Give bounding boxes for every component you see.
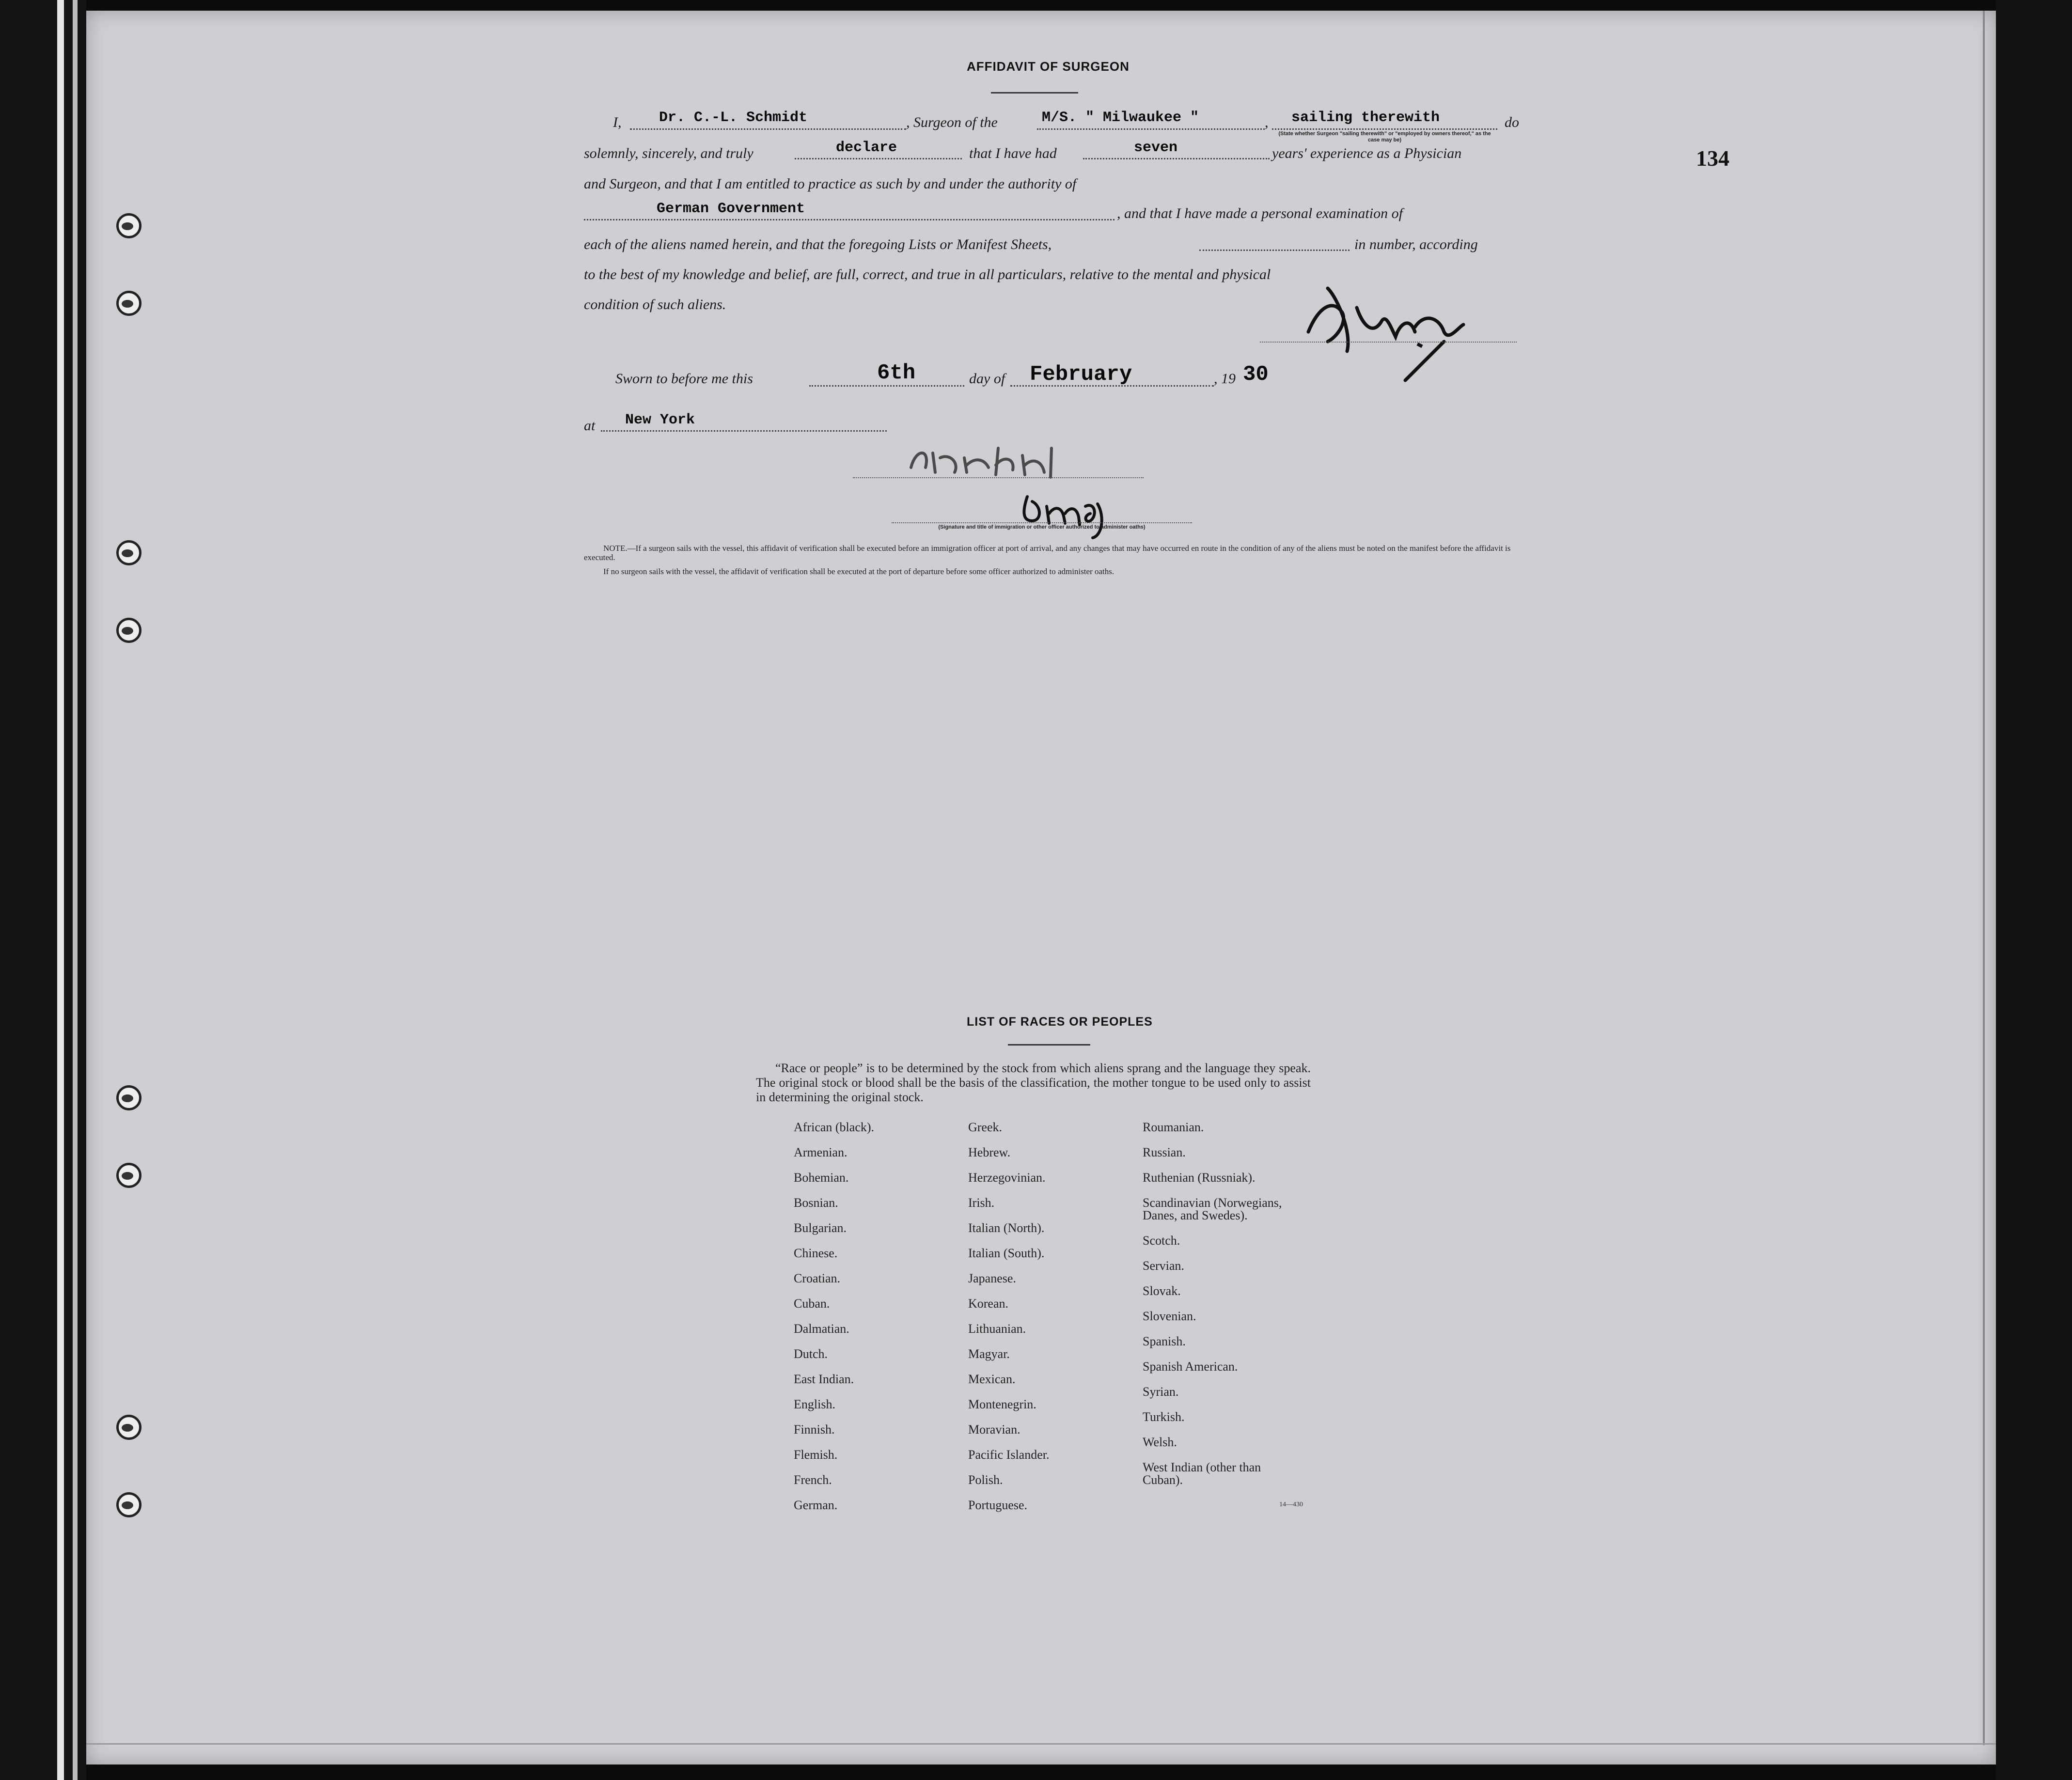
- race-item: Syrian.: [1143, 1385, 1179, 1399]
- race-item: Lithuanian.: [968, 1322, 1026, 1336]
- fill-line-vessel: [1037, 128, 1265, 130]
- fill-line-place: [601, 430, 887, 432]
- text-do: do: [1505, 114, 1519, 130]
- fill-line-authority: [584, 219, 1114, 220]
- page-edge-right: [1996, 0, 2072, 1780]
- race-item: Hebrew.: [968, 1145, 1011, 1159]
- race-item: Spanish American.: [1143, 1359, 1238, 1374]
- text-day-of: day of: [969, 371, 1005, 387]
- races-title: LIST OF RACES OR PEOPLES: [967, 1015, 1153, 1029]
- capacity: sailing therewith: [1291, 109, 1440, 126]
- race-item: Cuban.: [794, 1296, 830, 1311]
- race-item: Italian (South).: [968, 1246, 1045, 1260]
- fill-line-sheets: [1199, 250, 1350, 251]
- race-item: Finnish.: [794, 1422, 835, 1436]
- signature-line-officer-2: [892, 522, 1192, 523]
- years-experience: seven: [1134, 140, 1178, 156]
- race-item: Flemish.: [794, 1448, 838, 1462]
- race-item: Montenegrin.: [968, 1397, 1036, 1411]
- race-item: Welsh.: [1143, 1435, 1177, 1449]
- fill-line-capacity: [1272, 128, 1497, 130]
- race-item: Japanese.: [968, 1271, 1016, 1285]
- text-i: I,: [613, 114, 622, 130]
- race-item: Bulgarian.: [794, 1221, 847, 1235]
- race-item: Korean.: [968, 1296, 1009, 1311]
- text-solemnly: solemnly, sincerely, and truly: [584, 145, 753, 161]
- page-fold-line: [1983, 11, 1985, 1745]
- sworn-place: New York: [625, 412, 695, 428]
- races-column-2: [968, 1121, 1050, 1524]
- race-item: Slovenian.: [1143, 1309, 1196, 1323]
- race-item: Italian (North).: [968, 1221, 1045, 1235]
- text-personal-examination: , and that I have made a personal examination of: [1117, 205, 1403, 221]
- race-item: Russian.: [1143, 1145, 1186, 1159]
- surgeon-name: Dr. C.-L. Schmidt: [659, 109, 808, 126]
- race-item: Scandinavian (Norwegians, Danes, and Swedes).: [1143, 1196, 1282, 1222]
- race-item: Spanish.: [1143, 1334, 1186, 1348]
- authority: German Government: [657, 201, 805, 217]
- race-item: Ruthenian (Russniak).: [1143, 1171, 1256, 1185]
- race-item: East Indian.: [794, 1372, 854, 1386]
- note-no-surgeon: If no surgeon sails with the vessel, the affidavit of verification shall be executed at the port of departure before some officer authorized to administer oaths.: [603, 567, 1114, 576]
- sworn-month: February: [1030, 362, 1132, 387]
- punch-hole: [116, 618, 141, 643]
- punch-hole: [116, 1492, 141, 1517]
- punch-hole: [116, 1085, 141, 1110]
- punch-hole: [116, 540, 141, 565]
- vessel-name: M/S. " Milwaukee ": [1042, 109, 1199, 126]
- punch-hole: [116, 291, 141, 316]
- page-bottom-line: [86, 1743, 1996, 1745]
- signature-line-surgeon: [1260, 342, 1517, 343]
- race-item: French.: [794, 1473, 832, 1487]
- binding-strip: [57, 0, 64, 1780]
- race-item: Scotch.: [1143, 1234, 1180, 1248]
- text-that-i-have-had: that I have had: [969, 145, 1057, 161]
- officer-signature: [1013, 487, 1119, 540]
- fill-line-years: [1083, 158, 1270, 159]
- binding-strip-inner: [73, 0, 78, 1780]
- race-item: Greek.: [968, 1120, 1003, 1134]
- race-item: German.: [794, 1498, 838, 1512]
- text-sworn: Sworn to before me this: [615, 371, 753, 387]
- race-item: Croatian.: [794, 1271, 841, 1285]
- race-item: Polish.: [968, 1473, 1003, 1487]
- race-item: African (black).: [794, 1120, 875, 1134]
- race-item: English.: [794, 1397, 835, 1411]
- punch-hole: [116, 1415, 141, 1440]
- text-in-number: in number, according: [1354, 236, 1478, 252]
- race-item: Moravian.: [968, 1422, 1020, 1436]
- officer-caption: (Signature and title of immigration or other officer authorized to administer oaths): [938, 524, 1146, 530]
- race-item: Bohemian.: [794, 1171, 849, 1185]
- race-item: Irish.: [968, 1196, 995, 1210]
- fill-line-declaration: [795, 158, 962, 159]
- capacity-note: (State whether Surgeon "sailing therewith" or "employed by owners thereof," as the case may be): [1278, 131, 1491, 143]
- declaration: declare: [836, 140, 897, 156]
- race-item: West Indian (other than Cuban).: [1143, 1460, 1261, 1487]
- race-item: Servian.: [1143, 1259, 1184, 1273]
- note-surgeon-sails: NOTE.—If a surgeon sails with the vessel, this affidavit of verification shall be executed before an immigration officer at port of arrival, and any changes that may have occurred en route in the condition of any of the aliens must be noted on the manifest before the affidavit is executed.: [584, 544, 1511, 562]
- sworn-year: 30: [1243, 362, 1269, 387]
- race-item: Dalmatian.: [794, 1322, 849, 1336]
- races-intro: “Race or people” is to be determined by the stock from which aliens sprang and the language they speak. The original stock or blood shall be the basis of the classification, the mother tongue to be used only to assist in determining the original stock.: [756, 1061, 1311, 1104]
- page-number: 134: [1696, 146, 1729, 171]
- race-item: Portuguese.: [968, 1498, 1028, 1512]
- race-item: Chinese.: [794, 1246, 838, 1260]
- text-best-of-knowledge: to the best of my knowledge and belief, are full, correct, and true in all particulars, relative to the mental and physical: [584, 266, 1271, 282]
- punch-hole: [116, 1163, 141, 1188]
- text-each-of-aliens: each of the aliens named herein, and that the foregoing Lists or Manifest Sheets,: [584, 236, 1052, 252]
- surgeon-signature: [1299, 279, 1551, 385]
- races-column-1: [794, 1121, 874, 1524]
- officer-stamp: [906, 438, 1090, 482]
- text-surgeon-of: , Surgeon of the: [906, 114, 998, 130]
- race-item: Turkish.: [1143, 1410, 1185, 1424]
- race-item: Bosnian.: [794, 1196, 838, 1210]
- affidavit-title: AFFIDAVIT OF SURGEON: [967, 59, 1130, 74]
- fill-line-name: [630, 128, 906, 130]
- races-title-rule: [1008, 1044, 1090, 1046]
- title-rule: [991, 92, 1078, 94]
- races-column-3: [1143, 1121, 1298, 1499]
- race-item: Dutch.: [794, 1347, 828, 1361]
- race-item: Pacific Islander.: [968, 1448, 1050, 1462]
- text-comma: ,: [1265, 114, 1269, 130]
- text-years-experience: years' experience as a Physician: [1272, 145, 1462, 161]
- race-item: Herzegovinian.: [968, 1171, 1046, 1185]
- race-item: Mexican.: [968, 1372, 1016, 1386]
- race-item: Slovak.: [1143, 1284, 1181, 1298]
- text-condition: condition of such aliens.: [584, 297, 726, 312]
- race-item: Armenian.: [794, 1145, 848, 1159]
- text-at: at: [584, 418, 596, 434]
- form-number: 14—430: [1279, 1501, 1303, 1508]
- text-and-surgeon: and Surgeon, and that I am entitled to practice as such by and under the authority of: [584, 176, 1077, 192]
- race-item: Roumanian.: [1143, 1120, 1204, 1134]
- punch-hole: [116, 213, 141, 238]
- race-item: Magyar.: [968, 1347, 1010, 1361]
- signature-line-officer-1: [853, 477, 1144, 478]
- text-19: , 19: [1214, 371, 1236, 387]
- fill-line-day: [809, 385, 964, 387]
- sworn-day: 6th: [877, 361, 916, 385]
